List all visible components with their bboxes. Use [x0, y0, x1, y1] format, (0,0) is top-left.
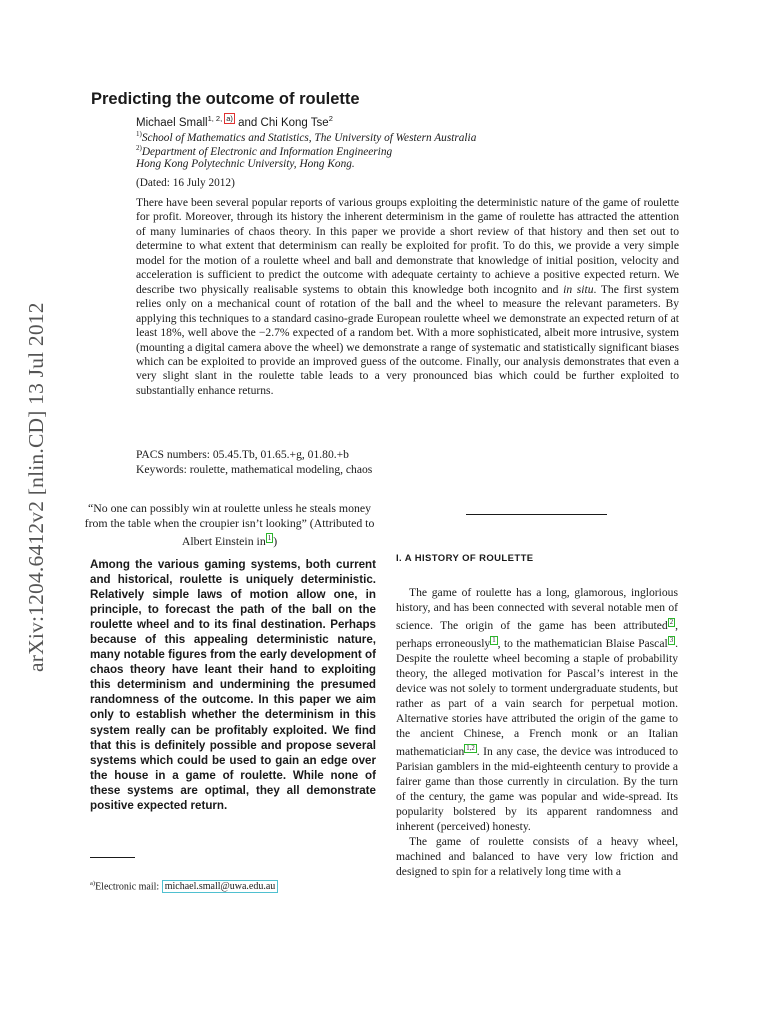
pacs-numbers: PACS numbers: 05.45.Tb, 01.65.+g, 01.80.+b [136, 448, 349, 461]
citation-link[interactable]: 1,2 [466, 745, 475, 753]
footnote-rule [90, 857, 135, 858]
paragraph: The game of roulette consists of a heavy wheel, machined and balanced to have very low friction and designed to spin for a relatively long time with a [396, 835, 678, 879]
citation-link[interactable]: 3 [669, 637, 674, 644]
author-name: and Chi Kong Tse [234, 116, 329, 129]
author-list [136, 114, 333, 129]
affiliation-1 [136, 130, 476, 144]
author-affiliation-marker: 1, 2, [207, 114, 225, 123]
abstract [136, 196, 679, 398]
affiliation-text: School of Mathematics and Statistics, The University of Western Australia [141, 131, 477, 144]
author-affiliation-marker: 2 [328, 114, 333, 123]
paragraph [396, 585, 678, 834]
quote-text: “No one can possibly win at roulette unless he steals money from the table when the croupier isn’t looking” (Attributed to Albert Einstein in [84, 501, 375, 548]
affiliation-marker: 1) [136, 130, 142, 138]
affiliation-marker: 2) [136, 144, 142, 152]
affiliation-text: Department of Electronic and Information Engineering [141, 145, 393, 158]
citation-link[interactable]: 1 [267, 534, 272, 542]
author-name: Michael Small [136, 116, 208, 129]
pacs-block [136, 448, 372, 477]
footnote-prefix: Electronic mail: [95, 881, 162, 893]
email-link[interactable]: michael.small@uwa.edu.au [162, 880, 279, 893]
abstract-italic: in situ [563, 282, 594, 296]
citation-link[interactable]: 1 [492, 637, 496, 644]
paragraph-text: , perhaps erroneously [396, 618, 678, 650]
paragraph-text: The game of roulette has a long, glamorous, inglorious history, and has been connected with several notable men of science. The origin of the game has been attributed [396, 586, 678, 632]
paragraph-text: . Despite the roulette wheel becoming a staple of probability theory, the alleged motivation for Pascal’s interest in the device was not solely to torment undergraduate students, but rather as part of a vain search for perpetual motion. Alternative stories have attributed the origin of the game to the ancient Chinese, a French monk or an Italian mathematician [396, 636, 678, 759]
epigraph-quote [82, 501, 377, 549]
affiliation-2-line-2: Hong Kong Polytechnic University, Hong Kong. [136, 158, 355, 170]
section-body [396, 585, 678, 879]
abstract-text: . The first system relies only on a mechanical count of rotation of the ball and the wheel to measure the relevant parameters. By applying this techniques to a standard casino-grade European roulette wheel we demonstrate an expected return of at least 18%, well above the −2.7% expected of a random bet. With a more sophisticated, albeit more intrusive, system (mounting a digital camera above the wheel) we demonstrate a range of systematic and statistically significant biases which can be exploited to provide an improved guess of the outcome. Finally, our analysis demonstrates that even a very slight slant in the roulette table leads to a very pronounced bias which could be further exploited to substantially enhance returns. [136, 282, 679, 397]
email-footnote-link[interactable]: a) [226, 114, 233, 123]
abstract-text: There have been several popular reports of various groups exploiting the deterministic nature of the game of roulette for profit. Moreover, through its history the inherent determinism in the game of roulette has attracted the attention of many luminaries of chaos theory. In this paper we provide a short review of that history and then set out to determine to what extent that determinism can really be exploited for profit. To do this, we provide a very simple model for the motion of a roulette wheel and ball and demonstrate that knowledge of initial position, velocity and acceleration is sufficient to predict the outcome with adequate certainty to achieve a positive expected return. We describe two physically realisable systems to obtain this knowledge both incognito and [136, 196, 679, 296]
footnote [90, 880, 278, 892]
citation-link[interactable]: 2 [669, 619, 674, 627]
affiliation-2 [136, 144, 392, 158]
dated-line: (Dated: 16 July 2012) [136, 177, 235, 189]
keywords: Keywords: roulette, mathematical modeling, chaos [136, 462, 373, 476]
column-rule [466, 514, 607, 515]
paragraph-text: . In any case, the device was introduced to Parisian gamblers in the mid-eighteenth century to provide a fairer game than those currently in circulation. By the turn of the century, the game was popular and wide-spread. Its popularity bolstered by its apparent randomness and inherent (perceived) honesty. [396, 745, 678, 834]
paragraph-text: , to the mathematician Blaise Pascal [497, 636, 668, 650]
footnote-marker: a) [90, 880, 96, 887]
arxiv-identifier: arXiv:1204.6412v2 [nlin.CD] 13 Jul 2012 [24, 302, 48, 672]
paper-title: Predicting the outcome of roulette [91, 90, 360, 108]
section-heading: I. A HISTORY OF ROULETTE [396, 553, 534, 564]
quote-close: ) [273, 533, 278, 548]
lead-paragraph: Among the various gaming systems, both current and historical, roulette is uniquely deterministic. Relatively simple laws of motion allow one, in principle, to forecast the path of the ball on the roulette wheel and to its final destination. Perhaps because of this appealing deterministic nature, many notable figures from the early development of chaos theory have leant their hand to exploiting this determinism and undermining the presumed randomness of the outcome. In this paper we aim only to establish whether the determinism in this system really can be profitably exploited. We find that this is definitely possible and propose several systems which could be used to gain an edge over the house in a game of roulette. While none of these systems are optimal, they all demonstrate positive expected return. [90, 558, 376, 812]
